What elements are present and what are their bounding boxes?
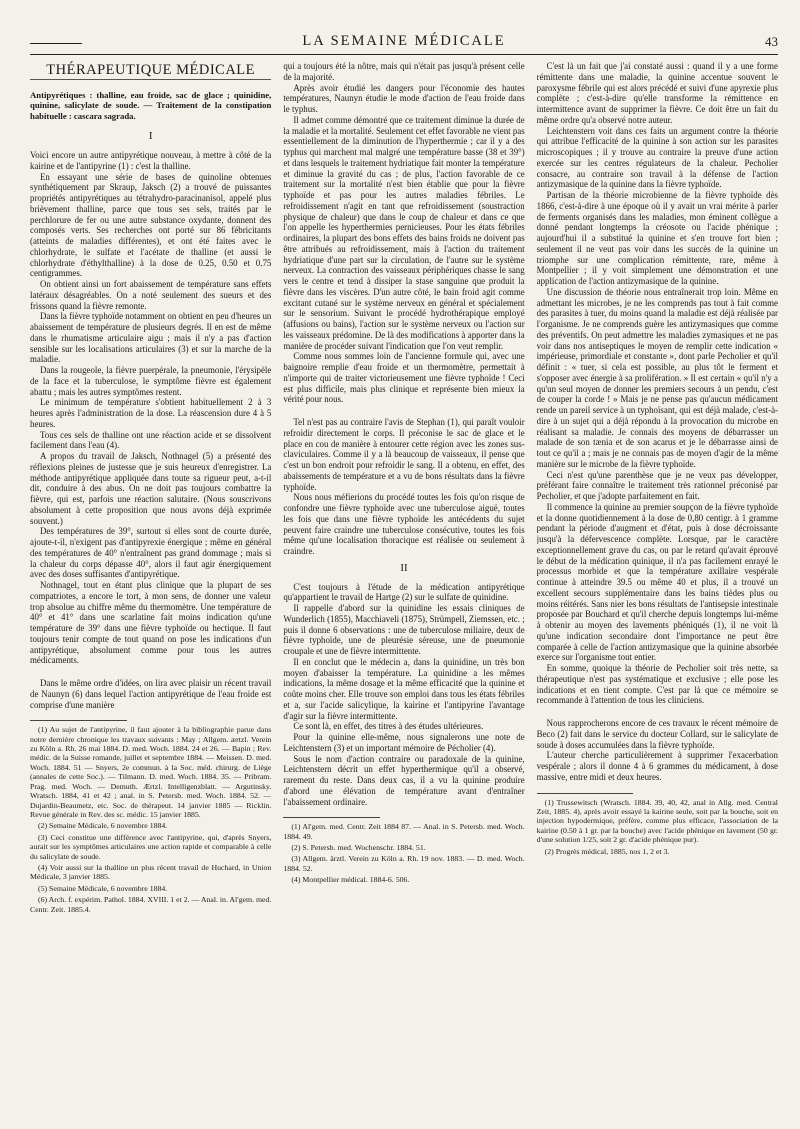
spacer bbox=[30, 666, 271, 678]
paragraph: A propos du travail de Jaksch, Nothnagel (5) a présenté des réflexions pleines de justesse que je suis heureux d'enregistrer. La méthode antipyrétique appliquée dans toute sa rigueur peut, a-t-il dit, conduire à des abus. On ne doit pas toujours combattre la fièvre, qui est, parfois une réaction salutaire. (Nous souscrivons absolument à cette proposition que nous avons déjà exprimée souvent.) bbox=[30, 451, 272, 526]
footnote: (5) Semaine Médicale, 6 novembre 1884. bbox=[38, 883, 168, 893]
part-heading-1: I bbox=[148, 130, 153, 143]
footnote-rule bbox=[30, 720, 127, 721]
spacer bbox=[283, 405, 524, 417]
running-head bbox=[30, 28, 778, 50]
footnote: (2) S. Petersb. med. Wochenschr. 1884. 51. bbox=[291, 843, 426, 853]
column-1-body bbox=[30, 150, 271, 710]
paragraph: Après avoir étudié les dangers pour l'économie des hautes températures, Naunyn étudie le mode d'action de l'eau froide dans le typhus. bbox=[283, 82, 525, 114]
section-summary: Antipyrétiques : thalline, eau froide, sac de glace ; quinidine, quinine, salicylate de soude. — Traitement de la constipation habituelle : cascara sagrada. bbox=[30, 89, 272, 121]
header-rule bbox=[30, 43, 82, 44]
paragraph: Il en conclut que le médecin a, dans la quinidine, un très bon moyen d'abaisser la température. La quinidine a les mêmes indications, la même dosage et la même efficacité que la quinine et coûte moins cher. Elle trouve son emploi dans tous les états fébriles et a, sur l'acide salicylique, la kairine et l'antipyrine l'avantage d'agir sur la fièvre intermittente. bbox=[283, 656, 525, 721]
footnotes-column-3 bbox=[537, 798, 778, 856]
footnote: (4) Montpellier médical. 1884-6. 506. bbox=[291, 875, 410, 885]
paragraph: Le minimum de température s'obtient habituellement 2 à 3 heures après l'administration de la dose. La réascension dure 4 à 5 heures. bbox=[30, 397, 272, 429]
paragraph: En somme, quoique la théorie de Pecholier soit très nette, sa thérapeutique n'est pas systématique et exclusive ; elle pose les indications et en tient compte. C'est par là que ce mémoire se recommande à l'attention de tous les cliniciens. bbox=[536, 663, 778, 706]
footnote: (6) Arch. f. expérim. Pathol. 1884. XVIII. 1 et 2. — Anal. in. Al'gem. med. Centr. Zeit. 1885.4. bbox=[30, 895, 272, 914]
paragraph: Tous ces sels de thalline ont une réaction acide et se dissolvent facilement dans l'eau (4). bbox=[30, 429, 272, 451]
paragraph: Nothnagel, tout en étant plus clinique que la plupart de ses compatriotes, a encore le tort, à mon sens, de donner une valeur trop absolue au chiffre même du thermomètre. Une température de 40° et 41° dans une scarlatine fait moins indication qu'une température de 39° dans une fièvre typhoïde ou hectique. Il faut toujours tenir compte de tout quand on pose les indications d'un antipyrétique, absolument comme pour tous les autres médicaments. bbox=[30, 580, 272, 666]
paragraph: Des températures de 39°, surtout si elles sont de courte durée, ajoute-t-il, n'exigent pas d'antipyrexie énergique ; même en général des températures de 40° n'entraînent pas grand dommage ; mais si la chaleur du corps dépasse 40°, alors il faut agir énergiquement avec des doses suffisantes d'antipyrétique. bbox=[30, 526, 272, 580]
paragraph: Il commence la quinine au premier soupçon de la fièvre typhoïde et la donne quotidiennement à la dose de 0,80 centigr. à 1 gramme pendant la période d'augment et d'état, puis à dose décroissante jusqu'à la défervescence complète. Lorsque, par le caractère exceptionnellement grave du cas, ou par le retard qu'avait éprouvé le début de la médication quinique, il n'a pas facilement enrayé le processus morbide et que la température axillaire vespérale continue à atteindre 39.5 ou même 40 et plus, il a trouvé un excellent secours supplémentaire dans les bains tièdes plus ou moins réitérés. Sans nier les bons résultats de l'antisepsie intestinale proposée par Bouchard et qu'il cherche depuis longtemps lui-même à obtenir au moyen des lavements phéniqués (1), il ne voit là qu'une indication secondaire dont l'importance ne peut être comparée à celle de l'action antizymasique que la quinine absorbée exerce sur l'organisme tout entier. bbox=[536, 501, 778, 663]
columns bbox=[30, 61, 778, 1121]
footnote: (4) Voir aussi sur la thalline un plus récent travail de Huchard, in Union Médicale, 3 janvier 1885. bbox=[30, 862, 272, 882]
paragraph: Ce sont là, en effet, des titres à des études ultérieures. bbox=[293, 721, 484, 732]
column-1 bbox=[30, 61, 271, 1121]
paragraph: Il admet comme démontré que ce traitement diminue la durée de la maladie et la mortalité. Seulement cet effet favorable ne vient pas essentiellement de la diminution de l'hyperthermie ; car il y a des typhus qui marchent mal malgré une température basse (38 et 39°) et dans lesquels le traitement hydriatique fait monter la température et diminue la gravité du cas ; de plus, l'action favorable de ce traitement sur la mortalité n'est bien établie que pour la fièvre typhoïde et pas pour les autres maladies fébriles. Le refroidissement n'agit en tant que refroidissement (soustraction physique de chaleur) que dans le coup de chaleur et dans ce que l'on appelle les hyperthermies pernicieuses. Pour les états fébriles ordinaires, la plupart des bons effets des bains froids ne doivent pas être attribués au refroidissement, mais à l'action du traitement hydriatique d'une part sur la circulation, de l'autre sur le système nerveux. La contraction des vaisseaux périphériques chasse le sang vers le centre et tend à dissiper la stase sanguine que produit la fièvre dans les viscères. D'un autre côté, le bain froid agit comme excitant cutané sur le système nerveux en général et spécialement sur le sensorium. Suivant le procédé hydrothérapique employé (affusions ou bains), l'action sur le système nerveux ou l'action sur les vaisseaux prédomine. De là des modifications à apporter dans la manière de procéder suivant l'indication que l'on veut remplir. bbox=[283, 114, 525, 351]
footnote: (3) Allgem. ärztl. Verein zu Köln a. Rh. 19 nov. 1883. — D. med. Woch. 1884. 52. bbox=[283, 854, 525, 873]
paragraph: Il rappelle d'abord sur la quinidine les essais cliniques de Wunderlich (1855), Macchiaveli (1875), Strümpell, Ziemssen, etc. ; puis il donne 6 observations : une de tuberculose miliaire, deux de fièvre typhoïde, une de pleurésie séreuse, une de pneumonie croupale et une de fièvre intermittente. bbox=[283, 603, 525, 656]
spacer bbox=[537, 706, 778, 718]
paragraph: Voici encore un autre antipyrétique nouveau, à mettre à côté de la kairine et de l'antipyrine (1) : c'est la thalline. bbox=[30, 150, 272, 171]
footnote: (2) Semaine Médicale, 6 novembre 1884. bbox=[38, 821, 168, 831]
paragraph: Sous le nom d'action contraire ou paradoxale de la quinine, Leichtenstern décrit un effet hyperthermique qu'il a observé, rarement du reste. Dans deux cas, il a vu la quinine produire d'abord une élévation de température avant d'entraîner l'abaissement ordinaire. bbox=[283, 753, 525, 807]
paragraph: Comme nous sommes loin de l'ancienne formule qui, avec une baignoire remplie d'eau froide et un thermomètre, permettait à n'importe qui de traiter victorieusement une fièvre typhoïde ! Ceci est plus difficile, mais plus clinique et représente bien mieux la vérité pour nous. bbox=[283, 351, 525, 405]
paragraph: L'auteur cherche particulièrement à supprimer l'exacerbation vespérale ; alors il donne 4 à 6 grammes du médicament, à dose massive, entre midi et deux heures. bbox=[536, 750, 778, 782]
footnote: (3) Ceci constitue une différence avec l'antipyrine, qui, d'après Snyers, aurait sur les symptômes articulaires une action rapide et comparable à celle du salicylate de soude. bbox=[30, 832, 272, 861]
journal-title: LA SEMAINE MÉDICALE bbox=[302, 33, 506, 49]
footnote: (2) Progrès médical, 1885, nos 1, 2 et 3. bbox=[544, 846, 670, 856]
header-divider bbox=[30, 54, 778, 55]
footnote: (1) Trussewitsch (Wratsch. 1884. 39, 40, 42, anal in Allg. med. Central Zeit, 1885. 4), après avoir essayé la kairine seule, soit par la bouche, soit en injection hypodermique, préfère, comme plus efficace, l'association de la kairine (0.50 à 1 gr. par la bouche) avec l'acide phénique en lavement (50 gr. d'une solution 1/25, soit 2 gr. d'acide phénique pur). bbox=[536, 797, 778, 845]
footnote-rule bbox=[537, 793, 634, 794]
footnote: (1) Al'gem. med. Centr. Zeit 1884 87. — Anal. in S. Petersb. med. Woch. 1884. 49. bbox=[283, 822, 525, 841]
paragraph: Une discussion de théorie nous entraînerait trop loin. Même en admettant les microbes, je ne les comprends pas tout à fait comme des parasites à tuer, du moins quand la maladie est déjà réalisée par l'organisme. Je ne comprends guère les antizymasiques que comme des préventifs. On peut admettre les maladies zymasiques et ne pas voir dans nos antiseptiques le moyen de remplir cette indication « impérieuse, primordiale et constante », dont parle Pecholier et qu'il définit : « tuer, si cela est possible, au plus tôt le ferment et s'opposer avec énergie à sa prolifération. » Il est certain « qu'il n'y a qu'un seul moyen de donner les premiers secours à un pendu, c'est de couper la corde ! » Mais je ne pense pas qu'aucun médicament rende un pareil service à un typhoïsant, qui est déjà malade, c'est-à-dire à un sujet qui a déjà répondu à la provocation du microbe en réalisant sa maladie. Je connais des moyens de débarrasser un malade de son tænia et de son acarus et je le débarrasse ainsi de tout ce qu'il a ; mais je ne connais pas de moyen d'agir de la même manière sur le microbe de la fièvre typhoïde. bbox=[536, 286, 778, 469]
footnote: (1) Au sujet de l'antipyrine, il faut ajouter à la bibliographie parue dans notre dernière chronique les travaux suivants : May ; Allgem. ærtzl. Verein zu Köln a. Rh. 26 mai 1884. D. med. Woch. 1884. 24 et 26. — Bapin ; Rev. médic. de la Suisse romande, juillet et septembre 1884. — Meissen. D. med. Woch. 1884. 51 — Snyers, 2e commun. à la Soc. méd. chirurg. de Liège (annales de cette Soc.). — Tilmann. D. med. Woch. 1884. 35. — Pribram. Prag. med. Woch. — Demuth. Ærtzl. Intelligenzblatt. — Argutinsky. Wratsch. 1884, 41 et 42 ; anal. in S. Petersb. med. Woch. 1884. 52. — Dujardin-Beaumetz, etc. Soc. de thérapeut. 14 janvier 1885 — Ricklin. Revue générale in Rev. des sc. médic. 15 janvier 1885. bbox=[30, 725, 272, 819]
paragraph: Partisan de la théorie microbienne de la fièvre typhoïde dès 1866, c'est-à-dire à une époque où il y avait un vrai mérite à parler de ferments organisés dans les maladies, mon éminent collègue a donné pendant longtemps la créosote ou l'acide phénique ; aujourd'hui il a substitué la quinine et s'en trouve fort bien ; seulement il ne veut pas voir dans les succès de la quinine un triomphe sur une complication rémittente, rare, même à Montpellier ; il y voit simplement une démonstration et une application de l'action antizymasique de la quinine. bbox=[536, 190, 778, 286]
footnote-rule bbox=[283, 817, 380, 818]
part-heading-2: II bbox=[400, 561, 408, 574]
paragraph: C'est toujours à l'étude de la médication antipyrétique qu'appartient le travail de Hartge (2) sur le sulfate de quinidine. bbox=[283, 581, 525, 603]
column-2 bbox=[283, 61, 524, 1121]
paragraph: On obtient ainsi un fort abaissement de température sans effets latéraux désagréables. On a noté seulement des sueurs et des frissons quand la fièvre remonte. bbox=[30, 279, 272, 311]
paragraph: Leichtenstern voit dans ces faits un argument contre la théorie qui attribue l'efficacité de la quinine à son action sur les parasites microscopiques ; il y trouve au contraire la preuve d'une action exercée sur les centres régulateurs de la chaleur. Pecholier consacre, au contraire son travail à la défense de l'action antizymasique de la quinine dans la fièvre typhoïde. bbox=[536, 125, 778, 190]
paragraph: Nous rapprocherons encore de ces travaux le récent mémoire de Beco (2) fait dans le service du docteur Collard, sur le salicylate de soude à doses accumulées dans la fièvre typhoïde. bbox=[536, 718, 778, 750]
paragraph: Ceci n'est qu'une parenthèse que je ne veux pas développer, préférant faire connaître le traitement très rationnel préconisé par Pecholier, et que j'adopte parfaitement en fait. bbox=[536, 469, 778, 501]
paragraph: Dans le même ordre d'idées, on lira avec plaisir un récent travail de Naunyn (6) dans lequel l'action antipyrétique de l'eau froide est comprise d'une manière bbox=[30, 678, 272, 710]
paragraph: En essayant une série de bases de quinoline obtenues synthétiquement par Skraup, Jaksch (2) a trouvé de puissantes propriétés antipyrétiques au tétrahydro-paracinanisol, appelé plus brièvement thalline, parce que tous ses sels, traités par le perchlorure de fer ou une autre substance oxydante, donnent des composés verts. Ses recherches ont porté sur 86 fébricitants (atteints de maladies différentes), et ont été faites avec le chlorhydrate, le sulfate et l'acétate de thalline (et aussi le chlorhydrate d'éthylthalline) à la dose de 0.25, 0.50 et 0.75 centigrammes. bbox=[30, 171, 272, 279]
column-3 bbox=[537, 61, 778, 1121]
footnotes-column-2 bbox=[283, 822, 524, 884]
paragraph: qui a toujours été la nôtre, mais qui n'était pas jusqu'à présent celle de la majorité. bbox=[283, 61, 525, 82]
paragraph: Nous nous méfierions du procédé toutes les fois qu'on risque de confondre une fièvre typhoïde avec une tuberculose aiguë, toutes les fois que dans une fièvre typhoïde les antécédents du sujet peuvent faire craindre une tuberculose consécutive, toutes les fois même qu'une localisation thoracique est réalisée ou seulement à craindre. bbox=[283, 492, 525, 556]
paragraph: Tel n'est pas au contraire l'avis de Stephan (1), qui paraît vouloir refroidir directement le corps. Il préconise le sac de glace et le place en cou de manière à entourer cette région avec les zones sus-claviculaires. Comme il y a là beaucoup de vaisseaux, il pense que c'est un bon endroit pour refroidir le sang. Il a obtenu, en effet, des abaissements de température et a vu de bons résultats dans la fièvre typhoïde. bbox=[283, 417, 525, 492]
paragraph: Dans la fièvre typhoïde notamment on obtient en peu d'heures un abaissement de température de plusieurs degrés. Il en est de même dans le rhumatisme articulaire aigu ; mais il n'y a pas d'action sensible sur les localisations articulaires (3) et sur la marche de la maladie. bbox=[30, 311, 272, 365]
section-title: THÉRAPEUTIQUE MÉDICALE bbox=[30, 65, 271, 80]
paragraph: C'est là un fait que j'ai constaté aussi : quand il y a une forme rémittente dans une maladie, la quinine accentue souvent le paroxysme fébrile qui est alors précédé et suivi d'une apyrexie plus complète ; c'est-à-dire qu'elle transforme la rémittence en intermittence avant de supprimer la fièvre. Ce doit être un fait du même ordre qu'a observé notre auteur. bbox=[536, 61, 778, 125]
paragraph: Dans la rougeole, la fièvre puerpérale, la pneumonie, l'érysipèle de la face et la tuberculose, le symptôme fièvre est également abattu ; mais les autres symptômes restent. bbox=[30, 365, 272, 397]
page-number: 43 bbox=[765, 34, 778, 49]
footnotes-column-1 bbox=[30, 725, 271, 914]
paragraph: Pour la quinine elle-même, nous signalerons une note de Leichtenstern (3) et un important mémoire de Pécholier (4). bbox=[283, 732, 525, 753]
